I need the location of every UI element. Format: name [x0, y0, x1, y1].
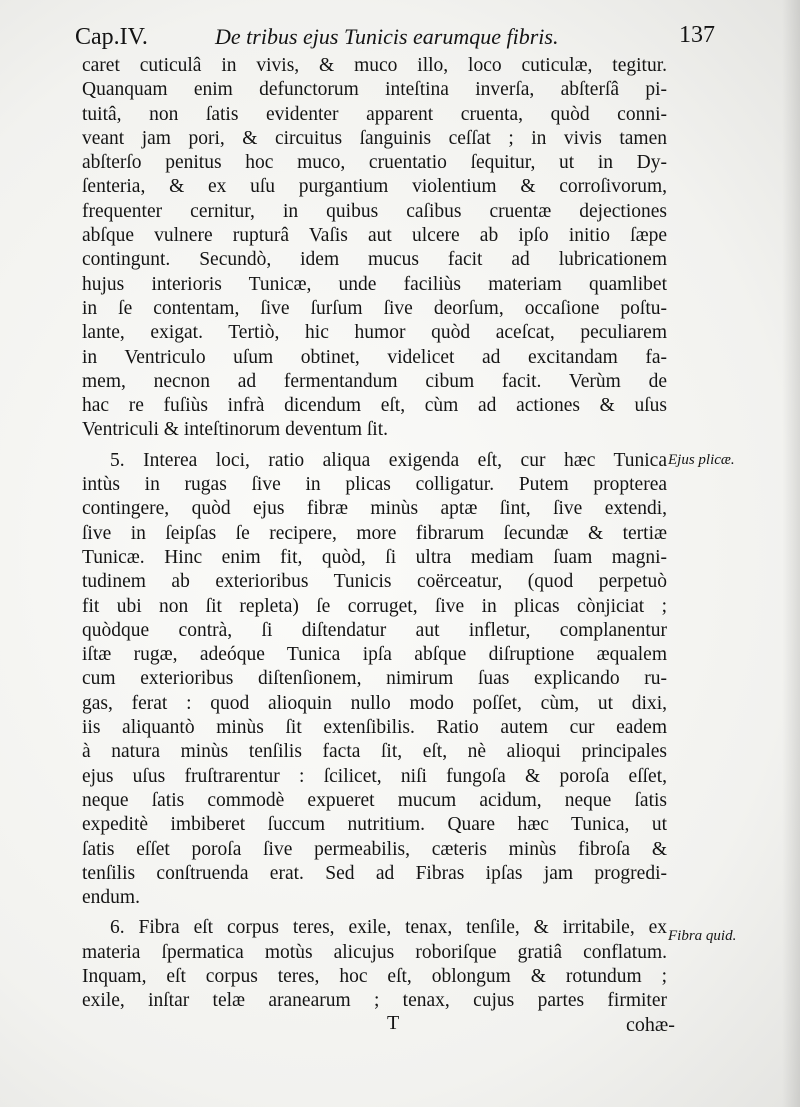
text-line: 6. Fibra eſt corpus teres, exile, tenax, tenſile, & irritabile, ex	[110, 917, 667, 939]
text-line: quòdque contrà, ſi diſtendatur aut infletur, complanentur	[82, 619, 667, 641]
text-line: hujus interioris Tunicæ, unde faciliùs materiam quamlibet	[82, 273, 667, 295]
text-line: in Ventriculo uſum obtinet, videlicet ad excitandam fa-	[82, 346, 667, 368]
signature-mark: T	[387, 1012, 400, 1034]
text-line: tuitâ, non ſatis evidenter apparent cruenta, quòd conni-	[82, 103, 667, 125]
text-line: neque ſatis commodè expueret mucum acidum, neque ſatis	[82, 789, 667, 811]
text-line: contingunt. Secundò, idem mucus facit ad lubricationem	[82, 249, 667, 271]
text-line: veant jam pori, & circuitus ſanguinis ceſſat ; in vivis tamen	[82, 127, 667, 149]
text-line: 5. Interea loci, ratio aliqua exigenda eſt, cur hæc Tunica	[110, 449, 667, 471]
text-line: exile, inſtar telæ aranearum ; tenax, cujus partes firmiter	[82, 990, 667, 1012]
text-line: ejus uſus fruſtrarentur : ſcilicet, niſi fungoſa & poroſa eſſet,	[82, 765, 667, 787]
text-line: frequenter cernitur, in quibus caſibus cruentæ dejectiones	[82, 200, 667, 222]
text-line: endum.	[82, 887, 140, 909]
text-line: Quanquam enim defunctorum inteſtina inverſa, abſterſâ pi-	[82, 79, 667, 101]
text-line: tudinem ab exterioribus Tunicis coërceatur, (quod perpetuò	[82, 571, 667, 593]
text-line: contingere, quòd ejus fibræ minùs aptæ ſint, ſive extendi,	[82, 498, 667, 520]
text-line: mem, necnon ad fermentandum cibum facit. Verùm de	[82, 370, 667, 392]
text-line: materia ſpermatica motùs alicujus roboriſque gratiâ conflatum.	[82, 941, 667, 963]
text-line: à natura minùs tenſilis facta ſit, eſt, nè alioqui principales	[82, 741, 667, 763]
margin-note-ejus-plicae: Ejus plicæ.	[668, 452, 735, 468]
margin-note-fibra-quid: Fibra quid.	[668, 928, 737, 944]
body-text	[82, 54, 667, 1014]
text-line: iis aliquantò minùs ſit extenſibilis. Ratio autem cur eadem	[82, 717, 667, 739]
text-line: ſatis eſſet poroſa ſive permeabilis, cæteris minùs fibroſa &	[82, 838, 667, 860]
text-line: cum exterioribus diſtenſionem, nimirum ſuas explicando ru-	[82, 668, 667, 690]
page-number: 137	[679, 22, 715, 48]
catchword: cohæ-	[626, 1014, 675, 1036]
text-line: fit ubi non ſit repleta) ſe corruget, ſive in plicas cònjiciat ;	[82, 595, 667, 617]
text-line: gas, ferat : quod alioquin nullo modo poſſet, cùm, ut dixi,	[82, 692, 667, 714]
text-line: intùs in rugas ſive in plicas colligatur. Putem propterea	[82, 474, 667, 496]
chapter-label: Cap.IV.	[75, 24, 148, 50]
running-header	[75, 20, 715, 56]
text-line: ſenteria, & ex uſu purgantium violentium & corroſivorum,	[82, 176, 667, 198]
text-line: hac re fuſiùs infrà dicendum eſt, cùm ad actiones & uſus	[82, 395, 667, 417]
text-line: in ſe contentam, ſive ſurſum ſive deorſum, occaſione poſtu-	[82, 297, 667, 319]
text-line: abſterſo penitus hoc muco, cruentatio ſequitur, ut in Dy-	[82, 152, 667, 174]
page-edge-shadow	[782, 0, 800, 1107]
text-line: Ventriculi & inteſtinorum deventum ſit.	[82, 419, 388, 441]
text-line: Tunicæ. Hinc enim fit, quòd, ſi ultra mediam ſuam magni-	[82, 546, 667, 568]
text-line: abſque vulnere rupturâ Vaſis aut ulcere ab ipſo initio ſæpe	[82, 225, 667, 247]
text-line: tenſilis conſtruenda erat. Sed ad Fibras ipſas jam progredi-	[82, 862, 667, 884]
text-line: lante, exigat. Tertiò, hic humor quòd aceſcat, peculiarem	[82, 322, 667, 344]
page-footer	[0, 1012, 800, 1042]
text-line: caret cuticulâ in vivis, & muco illo, loco cuticulæ, tegitur.	[82, 55, 667, 76]
text-line: Inquam, eſt corpus teres, hoc eſt, oblongum & rotundum ;	[82, 965, 667, 987]
text-line: iſtæ rugæ, adeóque Tunica ipſa abſque diſruptione æqualem	[82, 644, 667, 666]
page-title: De tribus ejus Tunicis earumque fibris.	[215, 24, 559, 49]
text-line: expeditè imbiberet ſuccum nutritium. Quare hæc Tunica, ut	[82, 814, 667, 836]
text-line: ſive in ſeipſas ſe recipere, more fibrarum ſecundæ & tertiæ	[82, 522, 667, 544]
